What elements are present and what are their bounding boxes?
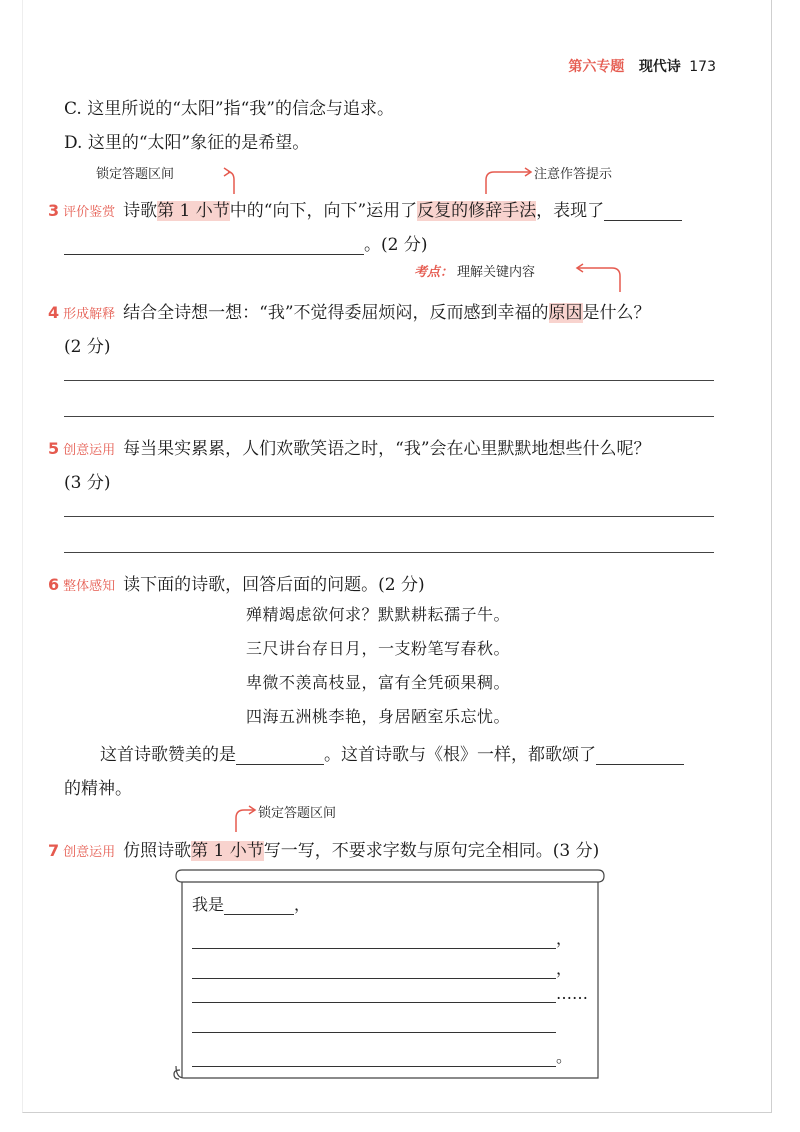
scroll-line [192, 1044, 572, 1067]
question-text: 。这首诗歌与《根》一样，都歌颂了 [324, 745, 596, 765]
answer-blank[interactable] [604, 202, 682, 221]
comma: ， [294, 895, 311, 914]
question-text: 中的“向下，向下”运用了 [229, 201, 418, 221]
answer-line[interactable] [64, 516, 714, 517]
section-label: 第六专题 [568, 59, 625, 75]
score-text: (2 分) [64, 337, 111, 357]
question-text: 写一写，不要求字数与原句完全相同。(3 分) [263, 841, 600, 861]
question-text: 每当果实累累，人们欢歌笑语之时，“我”会在心里默默地想些什么呢？ [123, 439, 651, 459]
annotation-lock-range: 锁定答题区间 [96, 167, 175, 182]
kaodian-label: 考点： [414, 265, 454, 280]
question-text: 这首诗歌赞美的是 [100, 745, 236, 765]
option-d: D. 这里的“太阳”象征的是希望。 [64, 133, 310, 153]
question-7 [48, 836, 599, 861]
highlight: 第 1 小节 [191, 841, 264, 861]
question-number: 5 [48, 439, 60, 458]
question-text: 仿照诗歌 [123, 841, 192, 861]
answer-blank[interactable] [192, 1048, 556, 1067]
annotation-kaodian [414, 261, 535, 280]
poem-line: 四海五洲桃李艳，身居陋室乐忘忧。 [246, 707, 511, 726]
answer-blank[interactable] [596, 746, 684, 765]
question-tag: 评价鉴赏 [63, 205, 116, 220]
answer-blank[interactable] [236, 746, 324, 765]
question-3-continued [64, 230, 427, 255]
option-c: C. 这里所说的“太阳”指“我”的信念与追求。 [64, 99, 394, 119]
answer-blank[interactable] [224, 896, 294, 915]
question-6-fill [100, 740, 684, 765]
highlight: 原因 [548, 303, 583, 323]
answer-blank[interactable] [192, 930, 556, 949]
highlight: 第 1 小节 [157, 201, 230, 221]
question-number: 7 [48, 841, 60, 860]
answer-line[interactable] [64, 416, 714, 417]
question-tag: 创意运用 [63, 845, 116, 860]
comma: ， [556, 929, 573, 948]
scroll-line [192, 1014, 556, 1033]
category-label: 现代诗 [638, 59, 681, 75]
comma: ， [556, 959, 573, 978]
poem-line: 三尺讲台存日月，一支粉笔写春秋。 [246, 639, 511, 658]
question-number: 6 [48, 575, 60, 594]
poem-line: 殚精竭虑欲何求？默默耕耘孺子牛。 [246, 605, 511, 624]
question-tag: 形成解释 [63, 307, 116, 322]
question-text: 结合全诗想一想：“我”不觉得委屈烦闷，反而感到幸福的 [123, 303, 549, 323]
question-text: 的精神。 [64, 779, 132, 799]
question-6 [48, 570, 425, 595]
annotation-lock-range: 锁定答题区间 [258, 806, 337, 821]
answer-blank[interactable] [192, 984, 556, 1003]
question-text: ，表现了 [536, 201, 605, 221]
answer-line[interactable] [64, 552, 714, 553]
scroll-line [192, 984, 588, 1003]
page-number: 173 [689, 59, 716, 75]
scroll-line [192, 892, 310, 915]
question-4 [48, 298, 651, 323]
question-3 [48, 196, 682, 221]
answer-line[interactable] [64, 380, 714, 381]
annotation-tip: 注意作答提示 [534, 167, 613, 182]
question-tag: 创意运用 [63, 443, 116, 458]
answer-blank[interactable] [64, 236, 364, 255]
period: 。 [556, 1047, 573, 1066]
scroll-line [192, 956, 572, 979]
question-number: 3 [48, 201, 60, 220]
score-text: (3 分) [64, 473, 111, 493]
kaodian-text: 理解关键内容 [457, 265, 536, 280]
answer-blank[interactable] [192, 960, 556, 979]
question-number: 4 [48, 303, 60, 322]
question-text: 读下面的诗歌，回答后面的问题。(2 分) [123, 575, 425, 595]
answer-blank[interactable] [192, 1014, 556, 1033]
score-text: 。(2 分) [364, 235, 428, 255]
poem-line: 卑微不羡高枝显，富有全凭硕果稠。 [246, 673, 511, 692]
lead-text: 我是 [192, 895, 225, 914]
ellipsis: …… [556, 984, 588, 1003]
scroll-line [192, 926, 572, 949]
highlight: 反复的修辞手法 [417, 201, 537, 221]
question-5 [48, 434, 651, 459]
question-tag: 整体感知 [63, 579, 116, 594]
question-text: 是什么？ [582, 303, 651, 323]
question-text: 诗歌 [123, 201, 158, 221]
